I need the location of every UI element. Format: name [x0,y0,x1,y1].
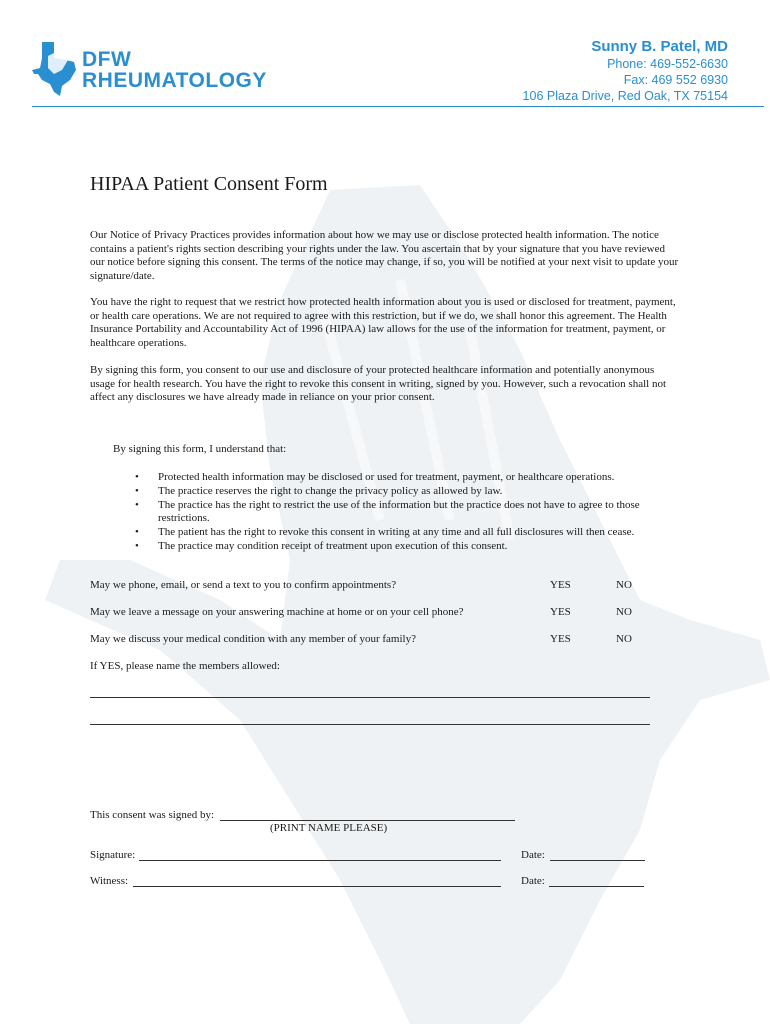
no-option-appointments[interactable]: NO [616,579,632,591]
list-item: • The practice reserves the right to change the privacy policy as allowed by law. [135,484,503,497]
phone-number: Phone: 469-552-6630 [607,57,728,71]
consent-paragraph: By signing this form, you consent to our use and disclosure of your protected healthcare information and potentially anonymous usage for health research. You have the right to revoke this consent in writing, signed by you. However, such a revocation shall not affect any disclosures we have already made in reliance on your prior consent. [90,364,667,403]
logo-wordmark-rheumatology: RHEUMATOLOGY [82,69,267,92]
witness-date-field[interactable] [549,886,644,887]
signed-by-name-field[interactable] [220,820,515,821]
contact-block [523,38,728,104]
signature-date-field[interactable] [550,860,645,861]
list-item: • The practice has the right to restrict the use of the information but the practice does not have to agree to those restrictions. [135,498,640,525]
witness-label: Witness: [90,875,129,887]
understand-intro: By signing this form, I understand that: [113,443,287,455]
signature-field[interactable] [139,860,501,861]
print-name-label: (PRINT NAME PLEASE) [270,822,388,834]
no-option-family[interactable]: NO [616,633,632,645]
yes-option-family[interactable]: YES [550,633,571,645]
members-line-2[interactable] [90,724,650,725]
privacy-notice-paragraph: Our Notice of Privacy Practices provides information about how we may use or disclose protected health information. The notice contains a patient's rights section describing your rights under the law. You ascertain that by your signature that you have reviewed our notice before signing this consent. The terms of the notice may change, if so, you will be notified at your next visit to update your signature/date. [90,229,679,282]
members-allowed-label: If YES, please name the members allowed: [90,660,280,672]
bullet-icon: • [135,539,139,552]
question-leave-message: May we leave a message on your answering machine at home or on your cell phone? [90,606,464,618]
question-confirm-appointments: May we phone, email, or send a text to you to confirm appointments? [90,579,397,591]
witness-field[interactable] [133,886,501,887]
bullet-icon: • [135,471,139,483]
doctor-name: Sunny B. Patel, MD [591,38,728,55]
bullet-icon: • [135,498,139,511]
signed-by-label: This consent was signed by: [90,809,215,821]
yes-option-message[interactable]: YES [550,606,571,618]
practice-logo [32,38,272,98]
form-title: HIPAA Patient Consent Form [90,173,328,195]
question-discuss-family: May we discuss your medical condition with any member of your family? [90,633,416,645]
signature-label: Signature: [90,849,136,861]
no-option-message[interactable]: NO [616,606,632,618]
texas-hand-icon [32,40,80,98]
address: 106 Plaza Drive, Red Oak, TX 75154 [522,89,728,103]
yes-option-appointments[interactable]: YES [550,579,571,591]
list-item: • Protected health information may be disclosed or used for treatment, payment, or healthcare operations. [135,471,615,483]
understanding-list [135,471,675,554]
list-item: • The practice may condition receipt of treatment upon execution of this consent. [135,539,508,552]
header-divider [32,106,764,107]
restriction-paragraph: You have the right to request that we restrict how protected health information about you is used or disclosed for treatment, payment, or health care operations. We are not required to agree with this restriction, but if we do, we shall honor this agreement. The Health Insurance Portability and Accountability Act of 1996 (HIPAA) law allows for the use of the information for treatment, payment, or healthcare operations. [90,296,676,349]
members-line-1[interactable] [90,697,650,698]
bullet-icon: • [135,526,139,539]
bullet-icon: • [135,484,139,497]
list-item: • The patient has the right to revoke this consent in writing at any time and all full disclosures will then cease. [135,526,635,539]
logo-wordmark-dfw: DFW [82,48,132,71]
fax-number: Fax: 469 552 6930 [623,73,728,87]
signature-date-label: Date: [521,849,545,861]
witness-date-label: Date: [521,875,545,887]
